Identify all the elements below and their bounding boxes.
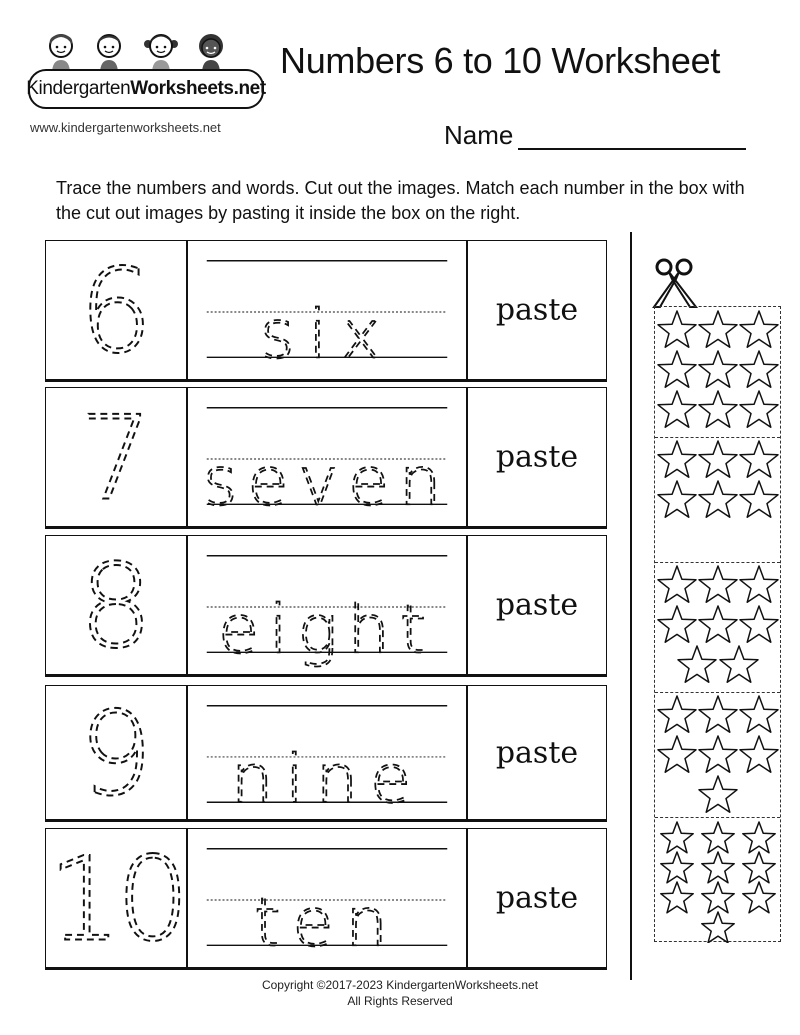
star-icon: [699, 481, 737, 517]
logo-text-prefix: Kindergarten: [26, 78, 131, 99]
star-icon: [658, 481, 696, 517]
star-icon: [699, 776, 737, 812]
name-field[interactable]: [518, 148, 746, 150]
word-trace-box: [187, 685, 467, 820]
number-box: [45, 387, 187, 527]
trace-number: 10: [47, 832, 185, 967]
cut-divider: [630, 232, 632, 980]
word-trace-box: [187, 387, 467, 527]
trace-word: seven: [202, 442, 452, 521]
number-box: [45, 535, 187, 675]
trace-word: ten: [254, 883, 400, 962]
star-icon: [743, 852, 775, 883]
logo-text-suffix: Worksheets.net: [130, 78, 266, 99]
star-icon: [658, 311, 696, 347]
star-icon: [678, 646, 716, 682]
star-icon: [661, 882, 693, 913]
cut-line: [655, 692, 780, 693]
star-icon: [743, 882, 775, 913]
name-label: Name: [444, 120, 514, 150]
star-icon: [699, 566, 737, 602]
instructions: Trace the numbers and words. Cut out the images. Match each number in the box with the cut out images by pasting it inside the box on the right.: [56, 178, 745, 223]
star-icon: [740, 481, 778, 517]
paste-label: paste: [495, 880, 579, 916]
word-trace-box: [187, 535, 467, 675]
paste-label: paste: [495, 735, 579, 770]
star-icon: [699, 391, 737, 427]
logo-wordmark: [28, 69, 264, 109]
kid-girl-pigtails-icon: [144, 30, 178, 74]
star-groups: [655, 307, 782, 943]
star-icon: [702, 852, 734, 883]
star-icon: [740, 391, 778, 427]
star-icon: [661, 852, 693, 883]
star-icon: [699, 736, 737, 772]
trace-number: 6: [78, 244, 153, 379]
star-icon: [702, 912, 734, 943]
star-icon: [743, 822, 775, 853]
cut-line: [655, 437, 780, 438]
word-trace-box: [187, 828, 467, 968]
footer: [0, 977, 800, 1009]
star-cutout-strip: [654, 306, 781, 942]
star-icon: [658, 566, 696, 602]
star-icon: [699, 441, 737, 477]
page-title: Numbers 6 to 10 Worksheet: [280, 40, 721, 81]
star-icon: [661, 822, 693, 853]
star-icon: [720, 646, 758, 682]
kid-boy-curly-icon: [194, 30, 228, 74]
star-icon: [740, 736, 778, 772]
star-icon: [699, 696, 737, 732]
star-icon: [658, 696, 696, 732]
kid-boy-icon: [92, 30, 126, 74]
star-icon: [658, 441, 696, 477]
number-box: [45, 828, 187, 968]
site-url: www.kindergartenworksheets.net: [30, 120, 221, 135]
copyright-text: Copyright ©2017-2023 KindergartenWorksheets.net: [261, 978, 539, 992]
star-icon: [699, 606, 737, 642]
cut-line: [655, 817, 780, 818]
star-icon: [740, 351, 778, 387]
paste-label: paste: [495, 439, 579, 475]
trace-word: eight: [217, 590, 437, 669]
trace-number: 8: [78, 539, 153, 674]
trace-number: 7: [78, 391, 153, 526]
paste-box[interactable]: [467, 828, 607, 968]
word-trace-box: [187, 240, 467, 380]
star-icon: [702, 882, 734, 913]
star-icon: [658, 351, 696, 387]
number-box: [45, 685, 187, 820]
scissors-icon: [650, 255, 702, 311]
trace-number: 9: [79, 686, 153, 819]
star-icon: [658, 606, 696, 642]
number-box: [45, 240, 187, 380]
trace-word: six: [259, 295, 395, 374]
paste-box[interactable]: [467, 240, 607, 380]
star-icon: [740, 441, 778, 477]
star-icon: [699, 351, 737, 387]
star-icon: [740, 606, 778, 642]
cut-line: [655, 562, 780, 563]
star-icon: [699, 311, 737, 347]
star-icon: [658, 736, 696, 772]
star-icon: [658, 391, 696, 427]
star-icon: [740, 696, 778, 732]
star-icon: [740, 311, 778, 347]
paste-label: paste: [495, 292, 579, 328]
rights-text: All Rights Reserved: [347, 994, 453, 1008]
paste-box[interactable]: [467, 685, 607, 820]
site-logo: [22, 22, 267, 110]
paste-label: paste: [495, 587, 579, 623]
kid-girl-icon: [44, 30, 78, 74]
paste-box[interactable]: [467, 535, 607, 675]
star-icon: [740, 566, 778, 602]
trace-word: nine: [230, 740, 424, 819]
star-icon: [702, 822, 734, 853]
paste-box[interactable]: [467, 387, 607, 527]
